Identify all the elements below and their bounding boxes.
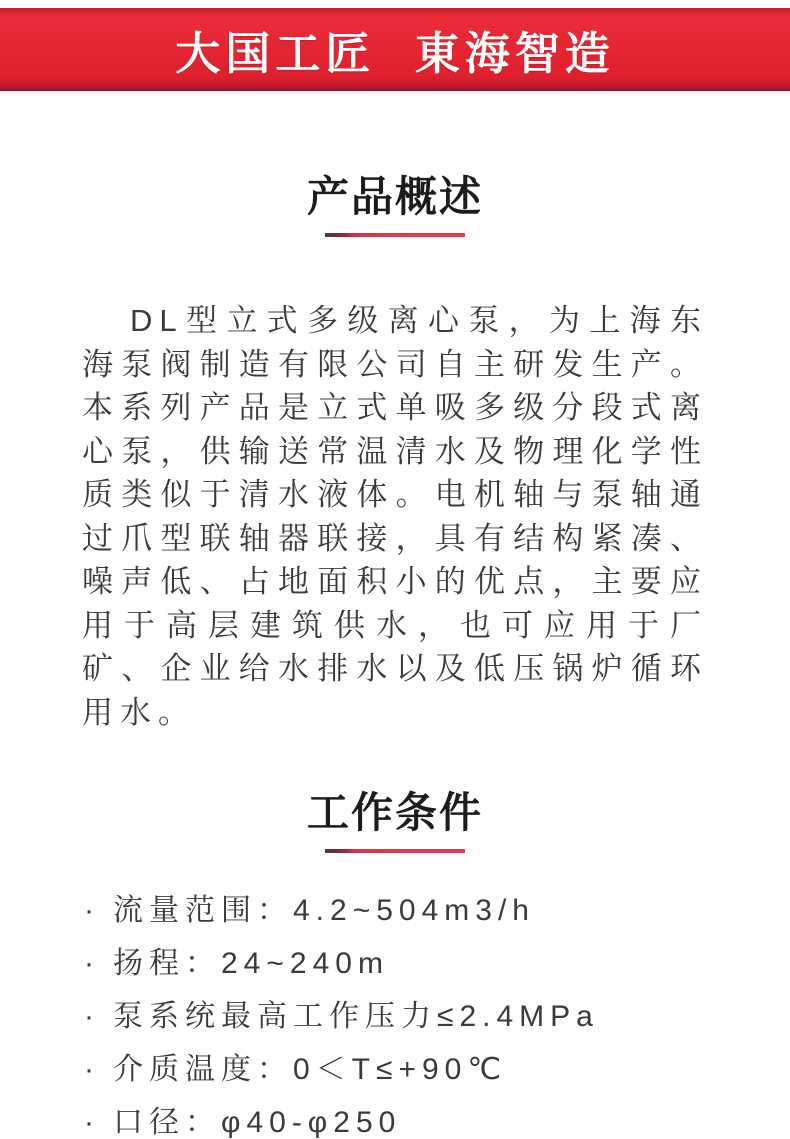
bullet-dot-icon: · xyxy=(84,1000,100,1033)
condition-max-pressure: 泵系统最高工作压力≤2.4MPa xyxy=(113,1000,599,1033)
top-banner xyxy=(0,8,790,91)
overview-paragraph: DL型立式多级离心泵，为上海东海泵阀制造有限公司自主研发生产。本系列产品是立式单吸多级分段式离心泵，供输送常温清水及物理化学性质类似于清水液体。电机轴与泵轴通过爪型联轴器联接，具有结构紧凑、噪声低、占地面积小的优点，主要应用于高层建筑供水，也可应用于厂矿、企业给水排水以及低压锅炉循环用水。 xyxy=(82,303,708,730)
list-item xyxy=(84,948,730,980)
section-product-overview xyxy=(0,173,790,734)
overview-title-underline xyxy=(325,233,465,237)
conditions-list xyxy=(84,895,730,1139)
banner-slogan: 大国工匠 東海智造 xyxy=(175,28,615,79)
list-item xyxy=(84,895,730,927)
list-item xyxy=(84,1054,730,1086)
conditions-section-title: 工作条件 xyxy=(306,789,483,836)
overview-section-title: 产品概述 xyxy=(306,173,483,220)
condition-diameter-range: 口径：φ40-φ250 xyxy=(113,1106,402,1139)
bullet-dot-icon: · xyxy=(84,1106,100,1139)
section-working-conditions xyxy=(0,789,790,1139)
bullet-dot-icon: · xyxy=(84,947,100,980)
bullet-dot-icon: · xyxy=(84,894,100,927)
bullet-dot-icon: · xyxy=(84,1053,100,1086)
list-item xyxy=(84,1001,730,1033)
list-item xyxy=(84,1107,730,1139)
condition-medium-temperature: 介质温度：0＜T≤+90℃ xyxy=(113,1053,508,1086)
conditions-title-underline xyxy=(325,849,465,853)
condition-head-range: 扬程：24~240m xyxy=(113,947,389,980)
condition-flow-range: 流量范围：4.2~504m3/h xyxy=(113,894,535,927)
